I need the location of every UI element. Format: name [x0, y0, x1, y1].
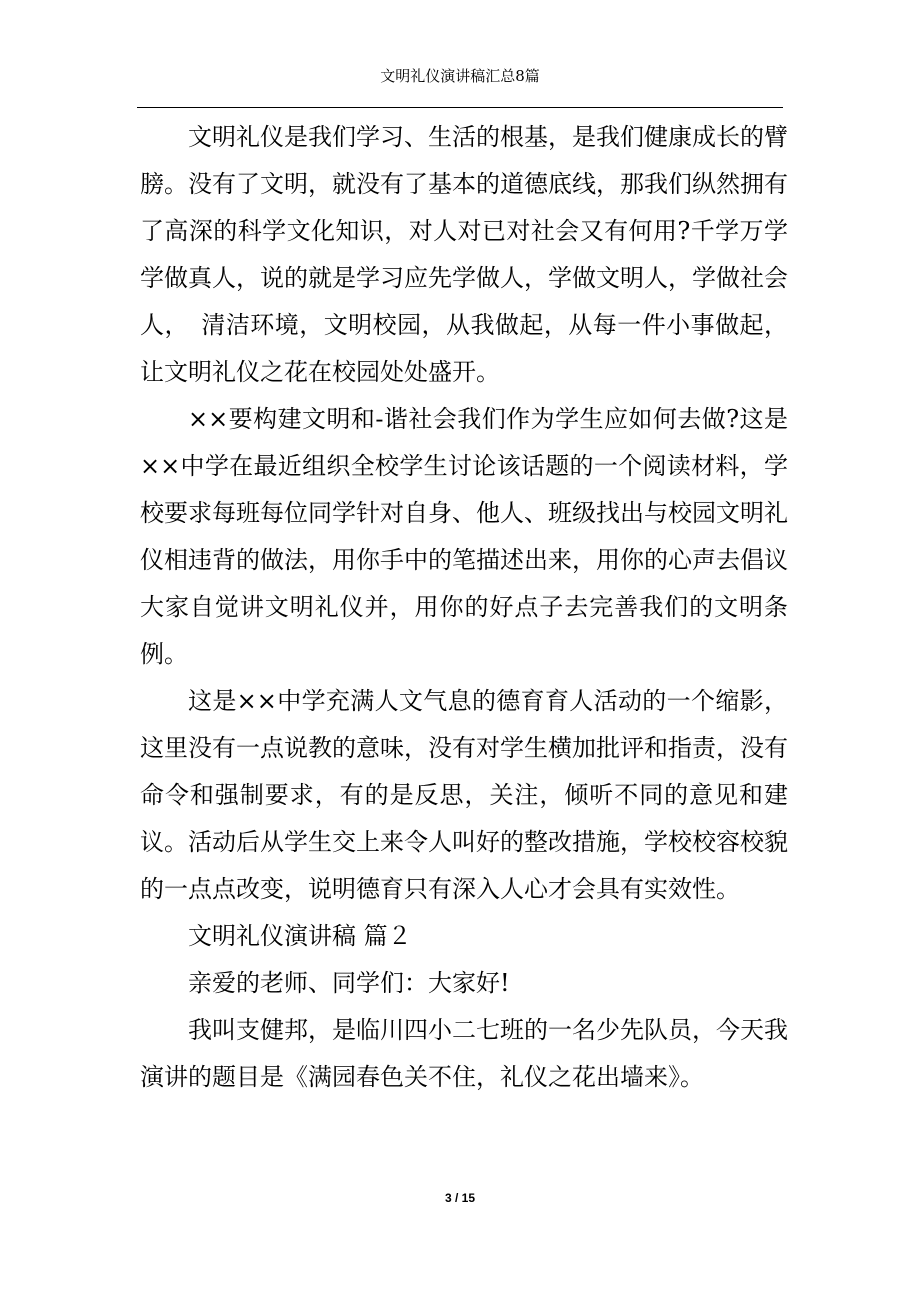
section-heading: 文明礼仪演讲稿 篇２	[188, 922, 412, 950]
page-number: 3 / 15	[444, 1191, 476, 1205]
paragraph-3: 这是××中学充满人文气息的德育育人活动的一个缩影，这里没有一点说教的意味，没有对学生横加批评和指责，没有命令和强制要求，有的是反思，关注，倾听不同的意见和建议。活动后从学生交上来令人叫好的整改措施，学校校容校貌的一点点改变，说明德育只有深入人心才会具有实效性。	[140, 687, 788, 903]
greeting: 亲爱的老师、同学们：大家好!	[188, 969, 510, 997]
paragraph-4: 我叫支健邦，是临川四小二七班的一名少先队员，今天我演讲的题目是《满园春色关不住，礼仪之花出墙来》。	[140, 1016, 788, 1091]
paragraph-1: 文明礼仪是我们学习、生活的根基，是我们健康成长的臂膀。没有了文明，就没有了基本的道德底线，那我们纵然拥有了高深的科学文化知识，对人对已对社会又有何用?千学万学学做真人，说的就是学习应先学做人，学做文明人，学做社会人， 清洁环境，文明校园，从我做起，从每一件小事做起，让文明礼仪之花在校园处处盛开。	[140, 123, 788, 386]
paragraph-2: ××要构建文明和-谐社会我们作为学生应如何去做?这是××中学在最近组织全校学生讨论该话题的一个阅读材料，学校要求每班每位同学针对自身、他人、班级找出与校园文明礼仪相违背的做法，用你手中的笔描述出来，用你的心声去倡议大家自觉讲文明礼仪并，用你的好点子去完善我们的文明条例。	[140, 405, 788, 668]
page-header-title: 文明礼仪演讲稿汇总8篇	[380, 67, 540, 85]
header-divider	[137, 107, 783, 108]
document-body	[140, 114, 788, 1101]
